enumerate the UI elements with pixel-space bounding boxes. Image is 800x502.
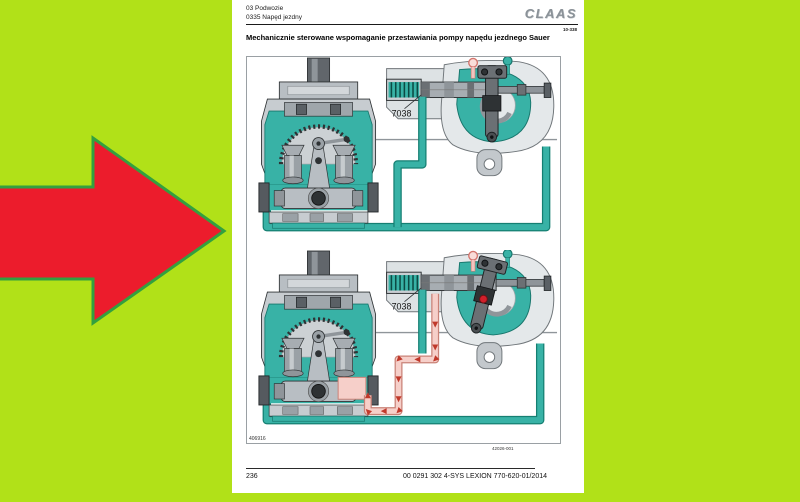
header-chapter	[246, 5, 302, 23]
red-arrow	[0, 130, 232, 332]
footer-rule	[246, 468, 535, 469]
chapter-line2: 0335 Napęd jezdny	[246, 13, 303, 21]
linkage-joint	[344, 330, 349, 335]
red-arrow-shape	[0, 138, 224, 323]
pump-diagram-actuated	[247, 250, 560, 443]
doc-ref: 00 0291 302 4-SYS LEXION 770-620-01/2014	[403, 473, 547, 480]
part-number-label: 7038	[391, 108, 412, 119]
manual-page	[232, 0, 584, 493]
pump-cross-section	[259, 58, 378, 228]
part-number-label: 7038	[391, 301, 412, 312]
figure-frame	[246, 56, 561, 444]
page-title: Mechanicznie sterowane wspomaganie przestawiania pompy napędu jezdnego Sauer	[246, 33, 550, 42]
linkage-joint	[344, 137, 349, 142]
header-rule	[246, 24, 578, 25]
footer	[246, 473, 547, 480]
figure-drawing-id: 42026-001	[492, 446, 514, 451]
pump-diagram-neutral	[247, 57, 560, 250]
chapter-line1: 03 Podwozie	[246, 5, 284, 12]
figure-image-id: 406916	[249, 436, 266, 442]
control-valve	[387, 250, 554, 369]
section-code: 10-338	[562, 26, 577, 32]
claas-logo: CLAAS	[524, 6, 577, 21]
page-number: 236	[246, 473, 258, 480]
pressure-pocket	[338, 377, 366, 399]
control-valve	[387, 57, 554, 176]
